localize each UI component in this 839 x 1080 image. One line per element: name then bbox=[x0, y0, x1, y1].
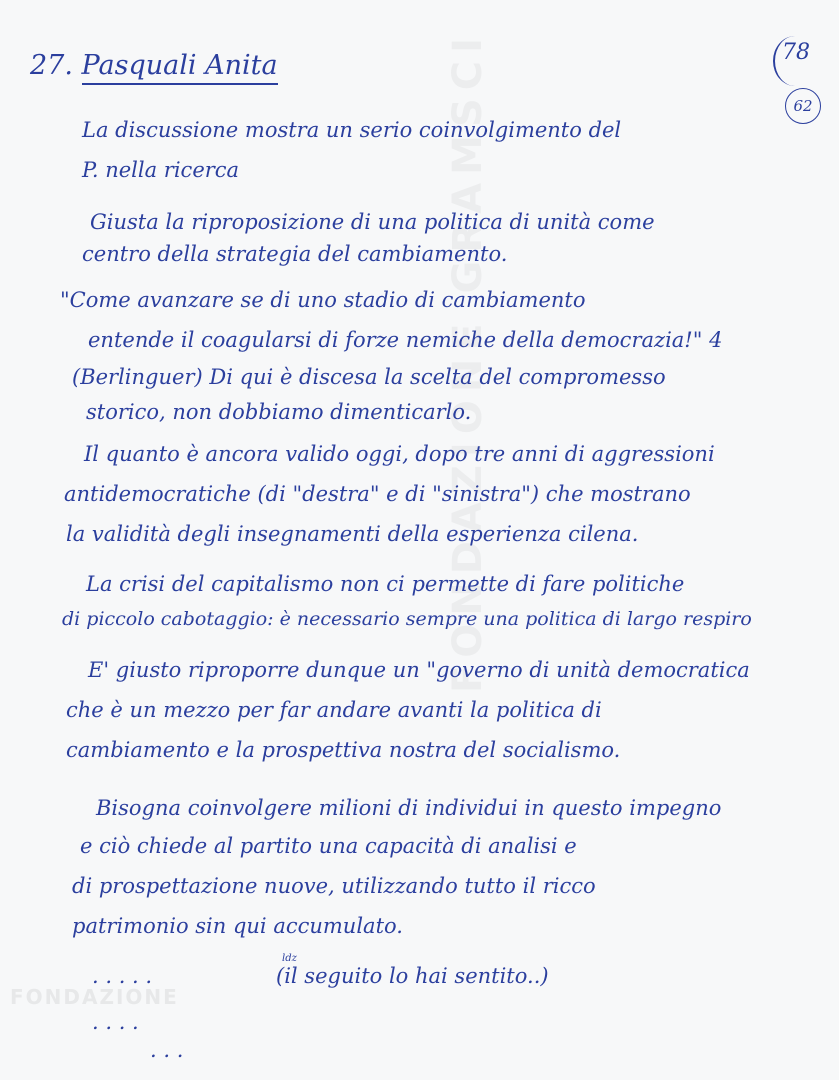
page-number-top: 78 bbox=[782, 40, 810, 65]
text-line: Il quanto è ancora valido oggi, dopo tre anni di aggressioni bbox=[84, 442, 715, 466]
page-title bbox=[30, 52, 278, 85]
text-line: storico, non dobbiamo dimenticarlo. bbox=[86, 400, 472, 424]
ellipsis-dots: . . . . bbox=[92, 1010, 139, 1034]
text-line: di prospettazione nuove, utilizzando tutto il ricco bbox=[72, 874, 596, 898]
text-line: La discussione mostra un serio coinvolgimento del bbox=[82, 118, 622, 142]
insert-mark: ldz bbox=[282, 953, 297, 964]
archive-logo: FONDAZIONE bbox=[10, 985, 179, 1009]
title-number: 27. bbox=[30, 50, 73, 81]
text-line: Bisogna coinvolgere milioni di individui in questo impegno bbox=[96, 796, 722, 820]
title-name: Pasquali Anita bbox=[82, 52, 278, 85]
text-line: di piccolo cabotaggio: è necessario sempre una politica di largo respiro bbox=[62, 608, 752, 630]
ellipsis-dots: . . . bbox=[150, 1038, 184, 1062]
text-line: P. nella ricerca bbox=[82, 158, 240, 182]
text-line: e ciò chiede al partito una capacità di analisi e bbox=[80, 834, 577, 858]
text-line: entende il coagularsi di forze nemiche della democrazia!" 4 bbox=[88, 328, 723, 352]
ellipsis-dots: . . . . . bbox=[92, 964, 153, 988]
page-number-circled: 62 bbox=[785, 88, 821, 124]
text-line: La crisi del capitalismo non ci permette di fare politiche bbox=[86, 572, 685, 596]
text-line: Giusta la riproposizione di una politica di unità come bbox=[90, 210, 655, 234]
text-line: "Come avanzare se di uno stadio di cambiamento bbox=[60, 288, 586, 312]
text-line: centro della strategia del cambiamento. bbox=[82, 242, 508, 266]
text-line: antidemocratiche (di "destra" e di "sinistra") che mostrano bbox=[64, 482, 691, 506]
text-line: E' giusto riproporre dunque un "governo di unità democratica bbox=[88, 658, 750, 682]
text-line: (Berlinguer) Di qui è discesa la scelta del compromesso bbox=[72, 365, 666, 389]
watermark: FONDAZIONE GRAMSCI bbox=[445, 30, 491, 694]
text-line: cambiamento e la prospettiva nostra del socialismo. bbox=[66, 738, 621, 762]
text-line: che è un mezzo per far andare avanti la politica di bbox=[66, 698, 602, 722]
text-line: patrimonio sin qui accumulato. bbox=[72, 914, 403, 938]
text-line: la validità degli insegnamenti della esperienza cilena. bbox=[66, 522, 639, 546]
text-line: (il seguito lo hai sentito..) bbox=[276, 964, 549, 988]
